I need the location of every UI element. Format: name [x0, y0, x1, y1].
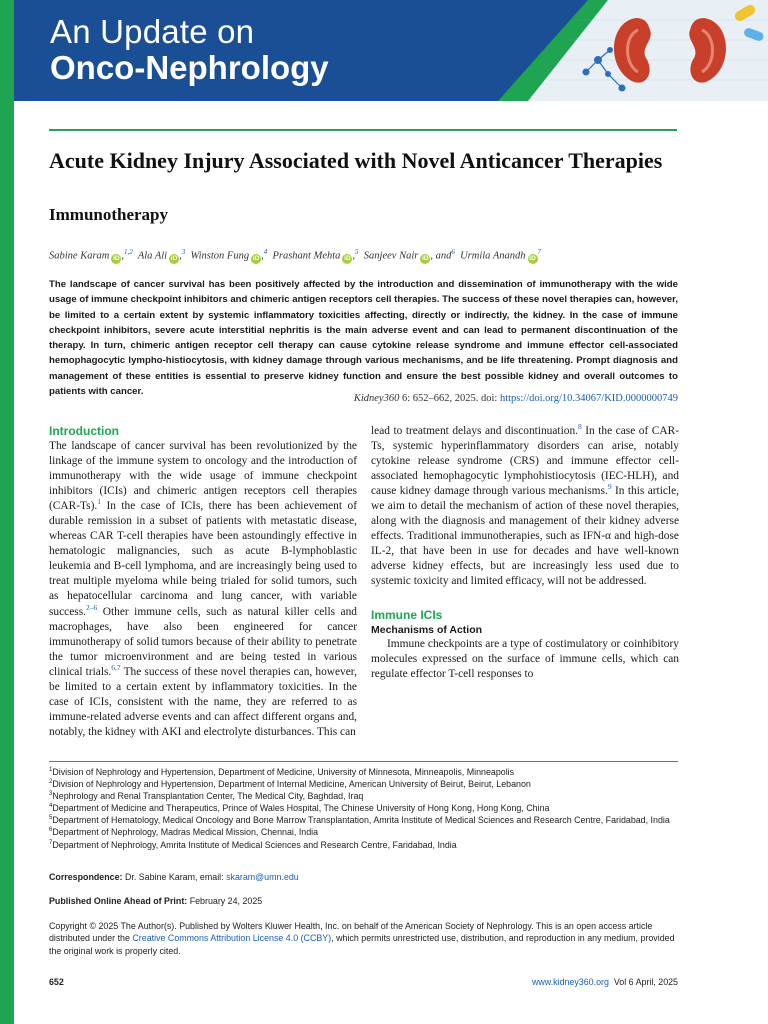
affiliation-item: $^1$Division of Nephrology and Hypertension, Department of Medicine, University of Minnesota, Minneapolis, Minneapolis — [49, 767, 515, 777]
author-name: Prashant Mehta — [272, 250, 341, 262]
affiliations-list — [49, 766, 678, 851]
volume-info: Vol 6 April, 2025 — [608, 977, 678, 987]
intro-text: Other immune cells, such as natural killer cells and macrophages, have also been engineered for cancer immunotherapy of solid tumors because of their ability to penetrate the tumor microenvironment and are being tested in various clinical trials. — [49, 605, 357, 678]
author-affil-ref[interactable]: 4 — [263, 248, 268, 256]
author-name: Urmila Anandh — [460, 250, 526, 262]
citation-line — [354, 393, 678, 404]
email-link[interactable]: skaram@umn.edu — [226, 872, 299, 882]
author-name: Ala Ali — [137, 250, 168, 262]
journal-website-link[interactable]: www.kidney360.org — [531, 977, 609, 987]
intro-text: In this article, we aim to detail the mechanism of action of these novel therapies, along with the diagnosis and management of their kidney adverse effects. Traditional immunotherapies, such as IFN-α and high-dose IL-2, that have been in use for decades and have well-known adverse kidney effects, but are increasingly less used due to systemic toxicity and limited efficacy, will not be addressed. — [371, 485, 679, 588]
copyright-notice — [49, 920, 678, 957]
banner-line-1: An Update on — [50, 13, 255, 50]
subsection-heading-mechanisms: Mechanisms of Action — [371, 623, 483, 636]
orcid-icon[interactable]: iD — [113, 254, 120, 262]
citation-details: 6: 652–662, 2025. doi: — [399, 393, 500, 404]
intro-paragraph-continued — [371, 424, 679, 590]
published-value: February 24, 2025 — [187, 896, 263, 906]
intro-paragraph-start — [49, 439, 357, 740]
author-name: Sabine Karam — [49, 250, 110, 262]
left-accent-bar — [0, 0, 14, 1024]
reference-link[interactable]: 1 — [97, 497, 101, 507]
journal-banner — [14, 0, 768, 101]
orcid-icon[interactable]: iD — [529, 254, 536, 262]
section-heading-introduction: Introduction — [49, 424, 119, 438]
reference-link[interactable]: 2–6 — [86, 602, 98, 612]
journal-name: Kidney360 — [353, 393, 400, 404]
correspondence — [49, 872, 299, 882]
author-separator: , — [261, 250, 264, 262]
affiliation-item: $^7$Department of Nephrology, Amrita Institute of Medical Sciences and Research Centre, Faridabad, India — [49, 839, 457, 850]
author-name: Sanjeev Nair — [363, 250, 419, 262]
footnote-rule — [49, 761, 678, 762]
body-column-left — [49, 424, 357, 740]
affiliation-item: $^6$Department of Nephrology, Madras Medical Mission, Chennai, India — [49, 827, 319, 838]
author-affil-ref[interactable]: 6 — [451, 248, 455, 256]
intro-text: In the case of ICIs, there has been achievement of durable remission in a subset of patients with metastatic disease, whereas CAR T-cell therapies have been astoundingly effective in hematologic malignancies, such as acute B-lymphoblastic leukemia and B-cell lymphoma, and are increasingly being used to treat multiple myeloma while being trialed for solid tumors, such as hepatocellular carcinoma and lung cancer, with variable success. — [49, 500, 357, 618]
author-affil-ref[interactable]: 3 — [181, 248, 186, 256]
correspondence-name: Dr. Sabine Karam, email: — [122, 872, 227, 882]
intro-text: The landscape of cancer survival has been revolutionized by the linkage of the immune system to oncology and the introduction of immunotherapy with the wide usage of immune checkpoint inhibitors (ICIs) and chimeric antigen receptors cell therapies (CAR-Ts). — [49, 440, 357, 513]
author-affil-ref[interactable]: 5 — [355, 248, 359, 256]
intro-text: The success of these novel therapies can, however, be limited to a certain extent by inflammatory toxicities. In the case of ICIs, consistent with the name, they are referred to as immune-related adverse events and can affect different organs and, notably, the kidney with AKI and electrolyte disturbances. This can — [49, 665, 357, 738]
kidney-illustration-icon — [458, 0, 768, 101]
article-title: Acute Kidney Injury Associated with Novel Anticancer Therapies — [49, 148, 663, 173]
copyright-text: , which permits unrestricted use, distribution, and reproduction in any medium, provided the original work is properly cited. — [49, 933, 675, 956]
affiliation-item: $^5$Department of Hematology, Medical Oncology and Bone Marrow Transplantation, Amrita Institute of Medical Sciences and Research Centre, Faridabad, India — [49, 815, 670, 826]
author-separator: , — [121, 250, 124, 262]
author-separator: , and — [430, 250, 452, 262]
orcid-icon[interactable]: iD — [344, 254, 351, 262]
reference-link[interactable]: 9 — [607, 482, 612, 492]
reference-link[interactable]: 6,7 — [111, 662, 121, 672]
orcid-icon[interactable]: iD — [422, 254, 429, 262]
banner-line-2: Onco-Nephrology — [50, 49, 329, 86]
license-link[interactable]: Creative Commons Attribution License 4.0 (CCBY) — [132, 933, 332, 944]
title-rule — [49, 129, 677, 131]
affiliation-item: $^4$Department of Medicine and Therapeutics, Prince of Wales Hospital, The Chinese University of Hong Kong, Hong Kong, China — [49, 803, 550, 814]
abstract: The landscape of cancer survival has been positively affected by the introduction and dissemination of immunotherapy with the wide usage of immune checkpoint inhibitors and chimeric antigen receptors cell therapies. The success of these novel therapies can, however, be limited to a certain extent by systemic inflammatory toxicities affecting, directly or indirectly, the kidney. In the case of immune checkpoint inhibitors, severe acute interstitial nephritis is the main adverse event and can lead to permanent discontinuation of the therapy. In turn, chimeric antigen receptor cell therapy can cause cytokine release syndrome and immune effector cell-associated hemophagocytic lympho-histiocytosis, with kidney damage through various mechanisms, and be life threatening. Prompt diagnosis and management of these entities is essential to preserve kidney function and ensure the best possible kidney and overall outcomes to patients with cancer. — [49, 279, 678, 398]
doi-link[interactable]: https://doi.org/10.34067/KID.0000000749 — [499, 393, 678, 404]
section-heading-immune-icis: Immune ICIs — [371, 607, 443, 622]
published-label: Published Online Ahead of Print: — [49, 896, 188, 906]
author-list — [49, 248, 689, 264]
copyright-text: Copyright © 2025 The Author(s). Published by Wolters Kluwer Health, Inc. on behalf of the American Society of Nephrology. This is an open access article distributed under the — [49, 921, 653, 944]
author-name: Winston Fung — [190, 250, 250, 262]
affiliation-item: $^2$Division of Nephrology and Hypertension, Department of Internal Medicine, American University of Beirut, Beirut, Lebanon — [49, 779, 531, 790]
article-subtitle: Immunotherapy — [49, 205, 169, 224]
footer-journal-info — [532, 977, 678, 987]
affiliation-item: $^3$Nephrology and Renal Transplantation Center, The Medical City, Baghdad, Iraq — [49, 791, 364, 802]
reference-link[interactable]: 8 — [578, 422, 582, 432]
orcid-icon[interactable]: iD — [170, 254, 178, 262]
author-separator: , — [352, 250, 356, 262]
intro-text: In the case of CAR-Ts, systemic hyperinflammatory disorders can arise, notably cytokine release syndrome (CRS) and immune effector cell-associated hemophagocytic lymphohistiocytosis (IEC-HLH), and cause kidney damage through various mechanisms. — [371, 425, 679, 498]
intro-text-continued: lead to treatment delays and discontinuation. — [371, 425, 578, 437]
author-separator: , — [179, 250, 182, 262]
page-number: 652 — [49, 977, 64, 987]
author-affil-ref[interactable]: 1,2 — [124, 248, 133, 256]
body-column-right — [371, 424, 679, 682]
author-affil-ref[interactable]: 7 — [537, 248, 542, 256]
orcid-icon[interactable]: iD — [252, 254, 260, 262]
mechanisms-paragraph: Immune checkpoints are a type of costimulatory or coinhibitory molecules expressed on the surface of immune cells, which can regulate effector T-cell responses to — [371, 637, 679, 680]
correspondence-label: Correspondence: — [49, 872, 123, 882]
published-date — [49, 896, 262, 906]
